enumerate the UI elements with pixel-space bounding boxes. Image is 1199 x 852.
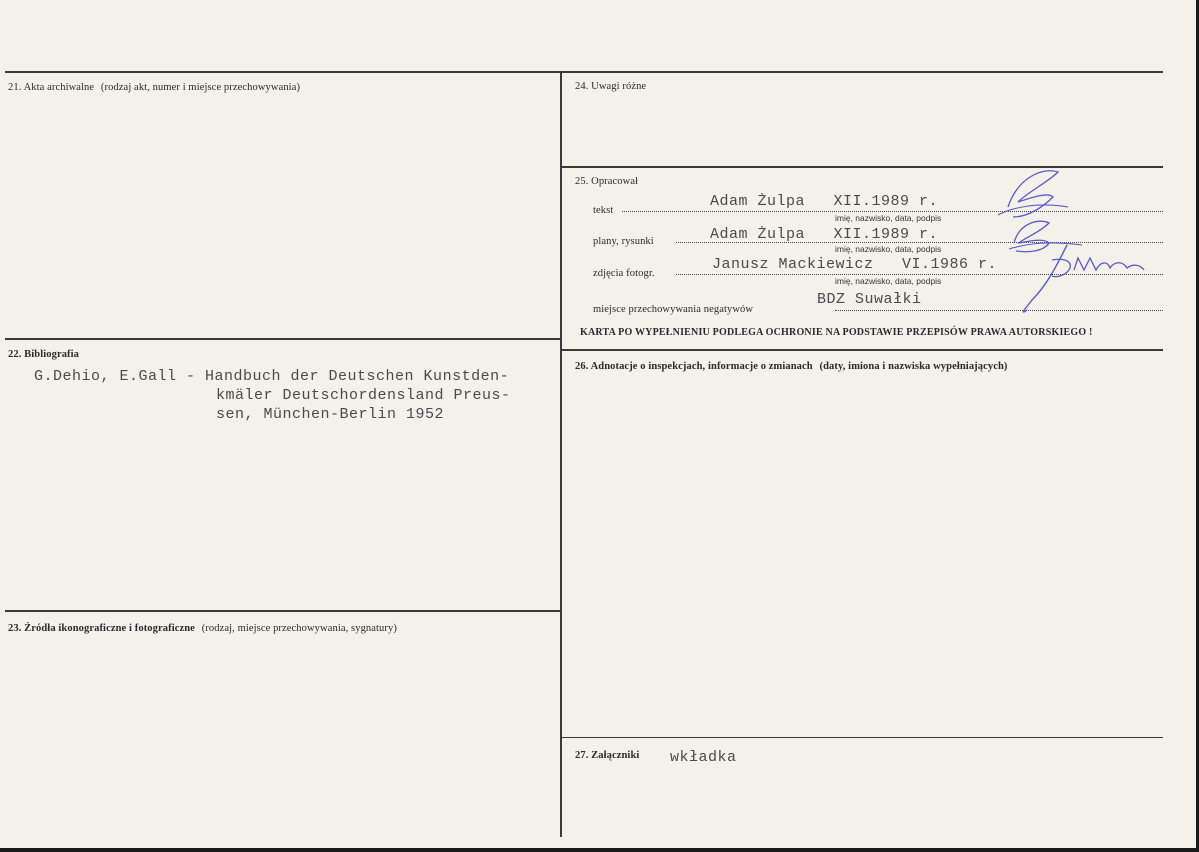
- section-27-heading: [575, 750, 639, 761]
- section-23-heading: [8, 623, 397, 634]
- negatywy-value: BDZ Suwałki: [817, 291, 922, 308]
- section-21-heading: [8, 82, 300, 93]
- tekst-label: tekst: [593, 205, 614, 216]
- section-26-hint: (daty, imiona i nazwiska wypełniających): [819, 361, 1008, 372]
- bibliography-line-1: G.Dehio, E.Gall - Handbuch der Deutschen Kunstden-: [34, 368, 510, 385]
- zdjecia-label: zdjęcia fotogr.: [593, 268, 655, 279]
- copyright-warning: KARTA PO WYPEŁNIENIU PODLEGA OCHRONIE NA PODSTAWIE PRZEPISÓW PRAWA AUTORSKIEGO !: [580, 327, 1093, 338]
- section-21-label: 21. Akta archiwalne: [8, 82, 95, 93]
- section-27-label: 27. Załączniki: [575, 750, 640, 761]
- bibliography-line-3: sen, München-Berlin 1952: [216, 406, 445, 423]
- rule-22-23: [5, 610, 560, 612]
- section-26-heading: [575, 361, 1008, 372]
- negatywy-label: miejsce przechowywania negatywów: [593, 304, 754, 315]
- section-24-label: 24. Uwagi różne: [575, 81, 647, 92]
- section-22-label: 22. Bibliografia: [8, 349, 80, 360]
- section-23-label: 23. Źródła ikonograficzne i fotograficzne: [8, 623, 195, 634]
- bibliography-line-2: kmäler Deutschordensland Preus-: [216, 387, 511, 404]
- plany-label: plany, rysunki: [593, 236, 654, 247]
- tekst-value: Adam Żulpa XII.1989 r.: [710, 193, 939, 210]
- section-21-hint: (rodzaj akt, numer i miejsce przechowywania): [100, 82, 301, 93]
- rule-21-22: [5, 338, 560, 340]
- tekst-caption: imię, nazwisko, data, podpis: [835, 213, 942, 223]
- section-22-heading: [8, 349, 79, 360]
- section-26-label: 26. Adnotacje o inspekcjach, informacje o zmianach: [575, 361, 813, 372]
- tekst-dotted-line: [622, 211, 1163, 212]
- section-23-hint: (rodzaj, miejsce przechowywania, sygnatury): [201, 623, 397, 634]
- center-divider: [560, 71, 562, 837]
- attachment-value: wkładka: [670, 749, 737, 766]
- zdjecia-value: Janusz Mackiewicz VI.1986 r.: [712, 256, 998, 273]
- rule-26-27: [562, 737, 1163, 738]
- rule-25-26: [562, 349, 1163, 351]
- section-25-heading: [575, 176, 638, 187]
- section-24-heading: [575, 81, 646, 92]
- top-rule: [5, 71, 1163, 73]
- signature-3-icon: [1012, 240, 1152, 320]
- plany-value: Adam Żulpa XII.1989 r.: [710, 226, 939, 243]
- plany-caption: imię, nazwisko, data, podpis: [835, 244, 942, 254]
- zdjecia-caption: imię, nazwisko, data, podpis: [835, 276, 942, 286]
- section-25-label: 25. Opracował: [575, 176, 639, 187]
